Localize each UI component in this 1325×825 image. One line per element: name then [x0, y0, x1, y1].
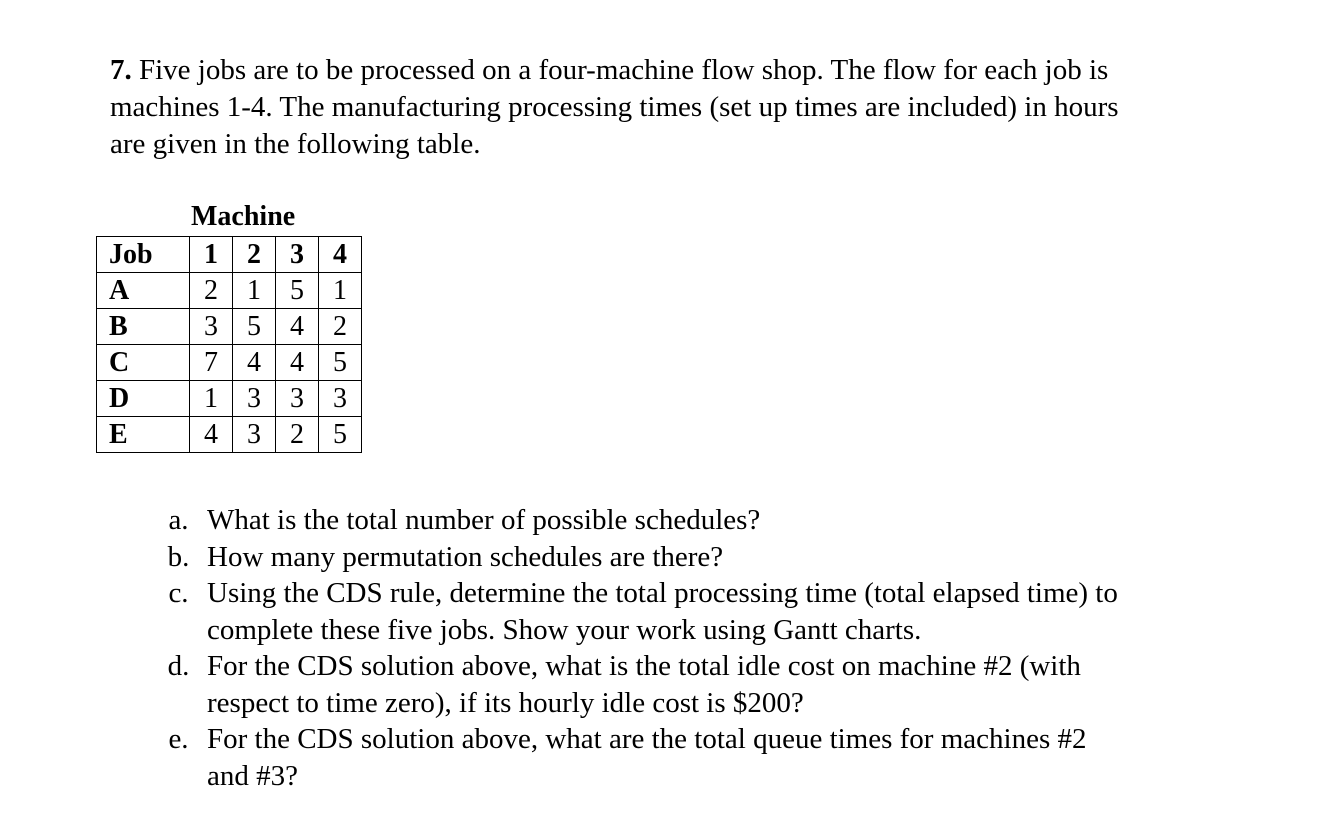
question-line: complete these five jobs. Show your work using Gantt charts.	[207, 613, 922, 646]
problem-statement	[110, 52, 1245, 163]
job-label: E	[97, 417, 190, 453]
time-cell: 4	[190, 417, 233, 453]
table-row	[97, 417, 362, 453]
question-line: For the CDS solution above, what is the total idle cost on machine #2 (with	[207, 650, 1081, 682]
question-text	[207, 539, 1230, 576]
time-cell: 3	[233, 381, 276, 417]
time-cell: 3	[233, 417, 276, 453]
question-line: What is the total number of possible schedules?	[207, 504, 761, 536]
processing-times-table	[96, 236, 362, 453]
question-text	[207, 575, 1230, 648]
time-cell: 4	[276, 345, 319, 381]
table-header-row	[97, 237, 362, 273]
time-cell: 1	[190, 381, 233, 417]
question-text	[207, 502, 1230, 539]
question-line: and #3?	[207, 759, 298, 792]
time-cell: 2	[276, 417, 319, 453]
time-cell: 1	[319, 273, 362, 309]
time-cell: 1	[233, 273, 276, 309]
question-d	[150, 648, 1230, 721]
table-row	[97, 273, 362, 309]
question-letter: a.	[168, 504, 189, 536]
table-row	[97, 381, 362, 417]
time-cell: 3	[276, 381, 319, 417]
machine-group-header: Machine	[191, 201, 296, 232]
time-cell: 5	[319, 417, 362, 453]
job-column-header: Job	[97, 237, 190, 273]
time-cell: 7	[190, 345, 233, 381]
machine-header-3: 3	[276, 237, 319, 273]
job-label: A	[97, 273, 190, 309]
problem-line-1	[110, 52, 1245, 89]
question-letter: b.	[167, 540, 190, 573]
question-c	[150, 575, 1230, 648]
question-text	[207, 648, 1230, 721]
problem-line-2: machines 1-4. The manufacturing processing times (set up times are included) in hours	[110, 91, 1119, 123]
question-line: How many permutation schedules are there?	[207, 540, 724, 573]
problem-text-1: Five jobs are to be processed on a four-machine flow shop. The flow for each job is	[131, 54, 1109, 86]
question-text	[207, 721, 1230, 794]
problem-line-3: are given in the following table.	[110, 128, 481, 160]
question-e	[150, 721, 1230, 794]
machine-header-4: 4	[319, 237, 362, 273]
problem-number: 7.	[110, 54, 132, 86]
job-label: D	[97, 381, 190, 417]
time-cell: 2	[190, 273, 233, 309]
machine-header-2: 2	[233, 237, 276, 273]
question-line: Using the CDS rule, determine the total processing time (total elapsed time) to	[207, 577, 1118, 609]
time-cell: 5	[276, 273, 319, 309]
machine-header-1: 1	[190, 237, 233, 273]
time-cell: 2	[319, 309, 362, 345]
time-cell: 4	[233, 345, 276, 381]
question-line: For the CDS solution above, what are the total queue times for machines #2	[207, 723, 1087, 755]
job-label: C	[97, 345, 190, 381]
question-letter: d.	[167, 650, 190, 682]
time-cell: 5	[233, 309, 276, 345]
time-cell: 4	[276, 309, 319, 345]
time-cell: 5	[319, 345, 362, 381]
question-letter: e.	[168, 723, 189, 755]
question-letter: c.	[168, 577, 189, 609]
time-cell: 3	[319, 381, 362, 417]
time-cell: 3	[190, 309, 233, 345]
question-line: respect to time zero), if its hourly idle cost is $200?	[207, 686, 804, 719]
question-b	[150, 539, 1230, 576]
table-row	[97, 345, 362, 381]
question-list	[150, 502, 1230, 794]
job-label: B	[97, 309, 190, 345]
question-a	[150, 502, 1230, 539]
table-row	[97, 309, 362, 345]
